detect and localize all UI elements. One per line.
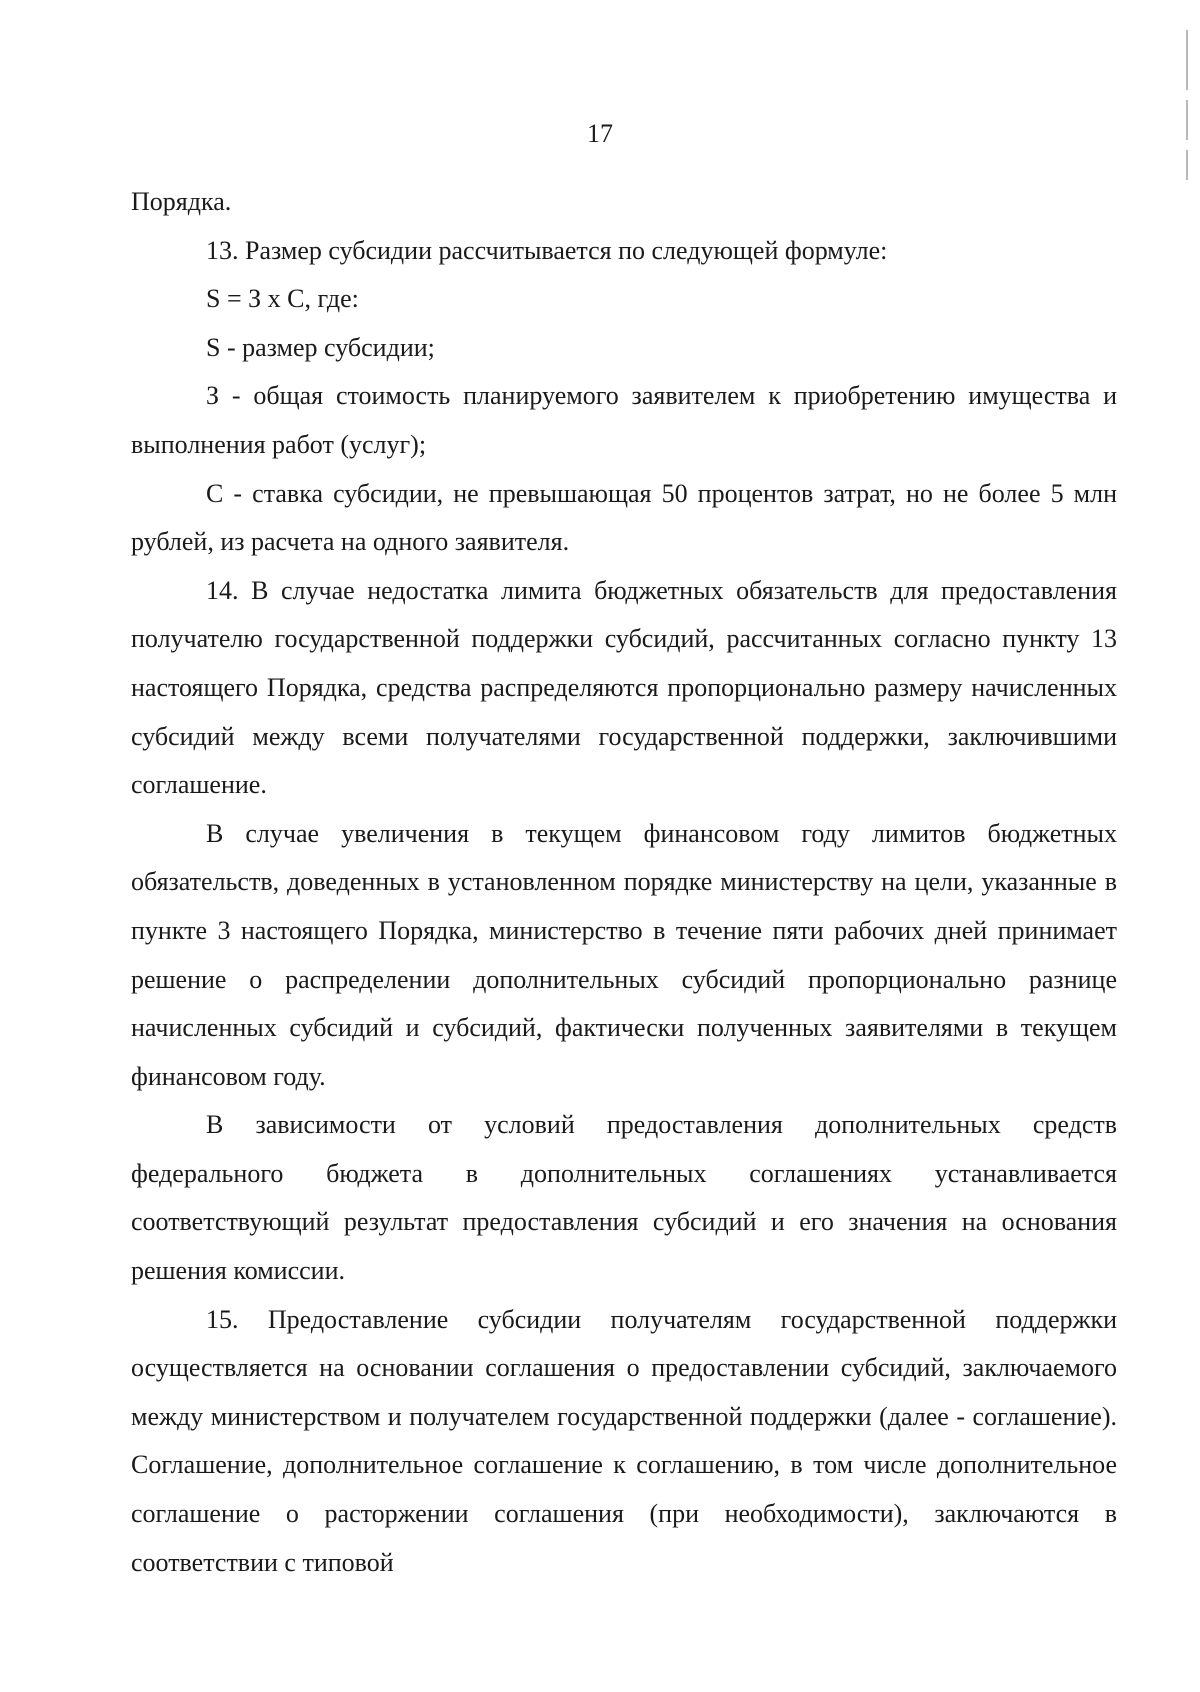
formula-definition-s: S - размер субсидии; bbox=[206, 332, 435, 362]
paragraph-limits-increase: В случае увеличения в текущем финансовом году лимитов бюджетных обязательств, доведенных в установленном порядке министерству на цели, указанные в пункте 3 настоящего Порядка, министерство в течение пяти рабочих дней принимает решение о распределении дополнительных субсидий пропорционально разнице начисленных субсидий и субсидий, фактически полученных заявителями в текущем финансовом году. bbox=[131, 818, 1117, 1091]
paragraph-continuation: Порядка. bbox=[131, 187, 232, 216]
scan-edge-mark bbox=[1186, 100, 1188, 140]
document-body bbox=[131, 178, 1117, 1587]
paragraph-item-15: 15. Предоставление субсидии получателям государственной поддержки осуществляется на основании соглашения о предоставлении субсидий, заключаемого между министерством и получателем государственной поддержки (далее - соглашение). Соглашение, дополнительное соглашение к соглашению, в том числе дополнительное соглашение о расторжении соглашения (при необходимости), заключаются в соответствии с типовой bbox=[131, 1304, 1117, 1577]
paragraph-item-13: 13. Размер субсидии рассчитывается по следующей формуле: bbox=[206, 235, 888, 265]
paragraph-additional-funds: В зависимости от условий предоставления дополнительных средств федерального бюджета в дополнительных соглашениях устанавливается соответствующий результат предоставления субсидий и его значения на основания решения комиссии. bbox=[131, 1110, 1117, 1286]
formula-definition-c: С - ставка субсидии, не превышающая 50 процентов затрат, но не более 5 млн рублей, из расчета на одного заявителя. bbox=[131, 478, 1117, 557]
scan-edge-mark bbox=[1186, 30, 1188, 90]
page-number: 17 bbox=[587, 119, 613, 148]
paragraph-item-14: 14. В случае недостатка лимита бюджетных обязательств для предоставления получателю государственной поддержки субсидий, рассчитанных согласно пункту 13 настоящего Порядка, средства распределяются пропорционально размеру начисленных субсидий между всеми получателями государственной поддержки, заключившими соглашение. bbox=[131, 575, 1117, 800]
scan-edge-mark bbox=[1186, 150, 1188, 180]
formula-line: S = З х С, где: bbox=[206, 284, 359, 314]
formula-definition-z: З - общая стоимость планируемого заявителем к приобретению имущества и выполнения работ (услуг); bbox=[131, 381, 1117, 459]
